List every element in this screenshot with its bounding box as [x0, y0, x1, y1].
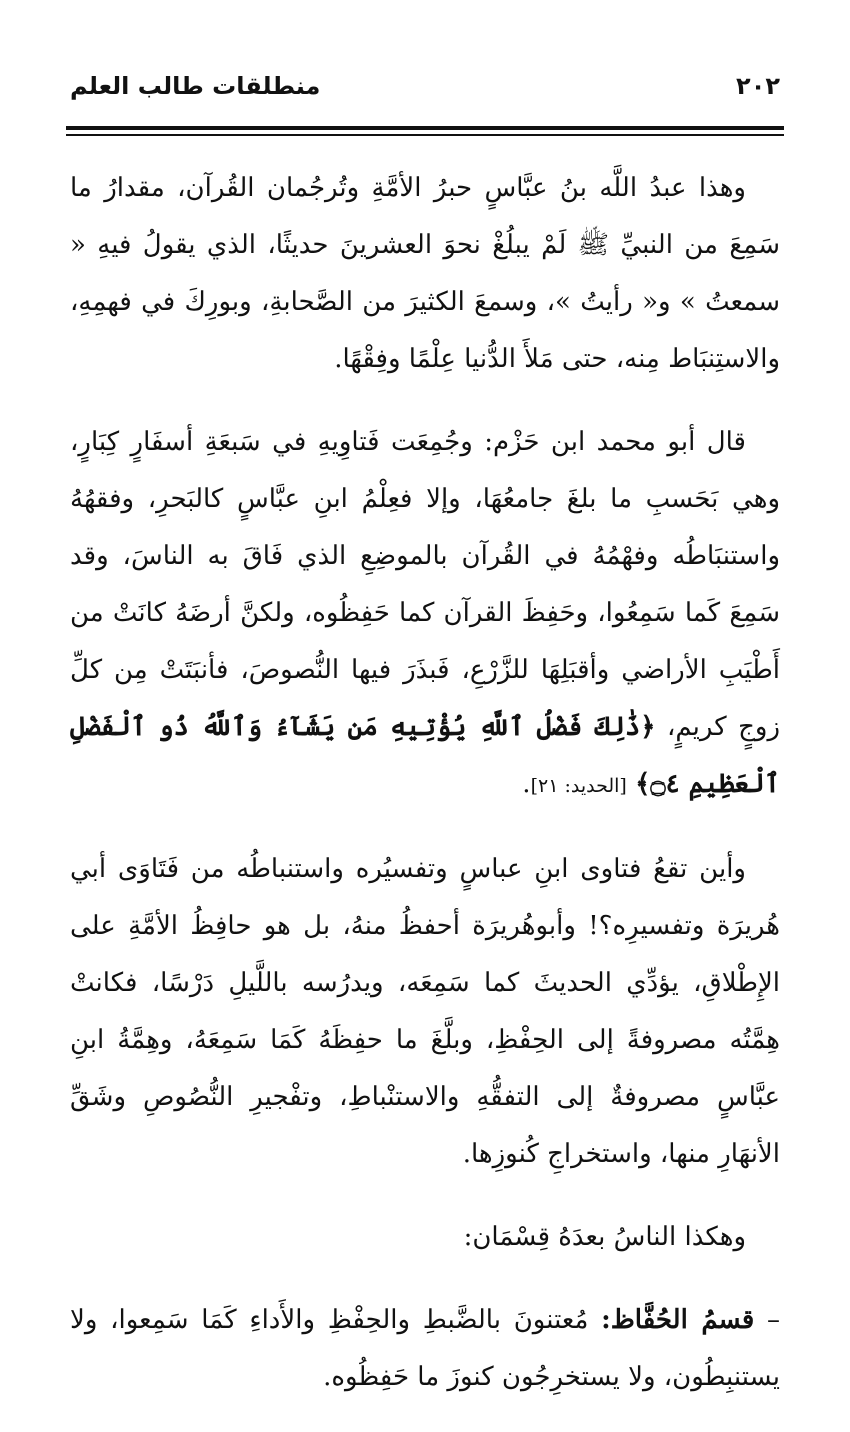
huffaz-description: مُعتنونَ بالضَّبطِ والحِفْظِ والأَداءِ كَمَا سَمِعوا، ولا يستنبِطُون، ولا يستخرِجُون كنوزَ ما حَفِظُوه. — [70, 1305, 780, 1392]
header-rule-thin — [66, 134, 784, 136]
quran-verse: ﴿ذَٰلِكَ فَضْلُ ٱللَّهِ يُؤْتِيهِ مَن يَشَآءُ وَٱللَّهُ ذُو ٱلْفَضْلِ ٱلْعَظِيمِ ۝٤﴾ — [70, 712, 780, 799]
running-title: منطلقات طالب العلم — [70, 72, 321, 100]
header-rule-thick — [66, 126, 784, 130]
paragraph-comparison: وأين تقعُ فتاوى ابنِ عباسٍ وتفسيُره واستنباطُه من فَتَاوَى أبي هُريرَة وتفسيرِه؟! وأبوهُريرَة أحفظُ منهُ، بل هو حافِظُ الأمَّةِ على الإِطْلاقِ، يؤدِّي الحديثَ كما سَمِعَه، ويدرُسه باللَّيلِ دَرْسًا، فكانتْ هِمَّتُه مصروفةً إلى الحِفْظِ، وبلَّغَ ما حفِظَهُ كَمَا سَمِعَهُ، وهِمَّةُ ابنِ عبَّاسٍ مصروفةٌ إلى التفقُّهِ والاستنْباطِ، وتفْجيرِ النُّصُوصِ وشَقِّ الأنهَارِ منها، واستخراجِ كُنوزِها. — [70, 854, 780, 1169]
list-dash: – — [767, 1305, 781, 1335]
page-body — [70, 160, 780, 1432]
page-header — [70, 72, 780, 112]
paragraph-ibn-hazm — [70, 414, 780, 815]
page-number: ٢٠٢ — [736, 72, 780, 100]
paragraph-end-mark: . — [522, 769, 531, 799]
paragraph-two-groups: وهكذا الناسُ بعدَهُ قِسْمَان: — [463, 1222, 746, 1252]
verse-reference: [الحديد: ٢١] — [530, 775, 627, 797]
paragraph-ibn-abbas: وهذا عبدُ اللَّه بنُ عبَّاسٍ حبرُ الأمَّةِ وتُرجُمان القُرآن، مقدارُ ما سَمِعَ من النبيِّ ﷺ لَمْ يبلُغْ نحوَ العشرينَ حديثًا، الذي يقولُ فيهِ « سمعتُ » و« رأيتُ »، وسمعَ الكثيرَ من الصَّحابةِ، وبورِكَ في فهمِهِ، والاستِنبَاط مِنه، حتى مَلأَ الدُّنيا عِلْمًا وفِقْهًا. — [70, 173, 780, 374]
list-item-huffaz — [70, 1292, 780, 1406]
term-huffaz: قسمُ الحُفَّاظ: — [601, 1305, 755, 1335]
ibn-hazm-quote: قال أبو محمد ابن حَزْم: وجُمِعَت فَتاوِيهِ في سَبعَةِ أسفَارٍ كِبَارٍ، وهي بَحَسبِ ما بلغَ جامعُهَا، وإلا فعِلْمُ ابنِ عبَّاسٍ كالبَحرِ، وفقهُهُ واستنبَاطُه وفهْمُهُ في القُرآن بالموضِعِ الذي فَاقَ به الناسَ، وقد سَمِعَ كَما سَمِعُوا، وحَفِظَ القرآن كما حَفِظُوه، ولكنَّ أرضَهُ كانَتْ من أَطْيَبِ الأراضي وأقبَلِهَا للزَّرْعِ، فَبذَرَ فيها النُّصوصَ، فأنبَتَتْ مِن كلِّ زوجٍ كريمٍ، — [70, 427, 780, 742]
